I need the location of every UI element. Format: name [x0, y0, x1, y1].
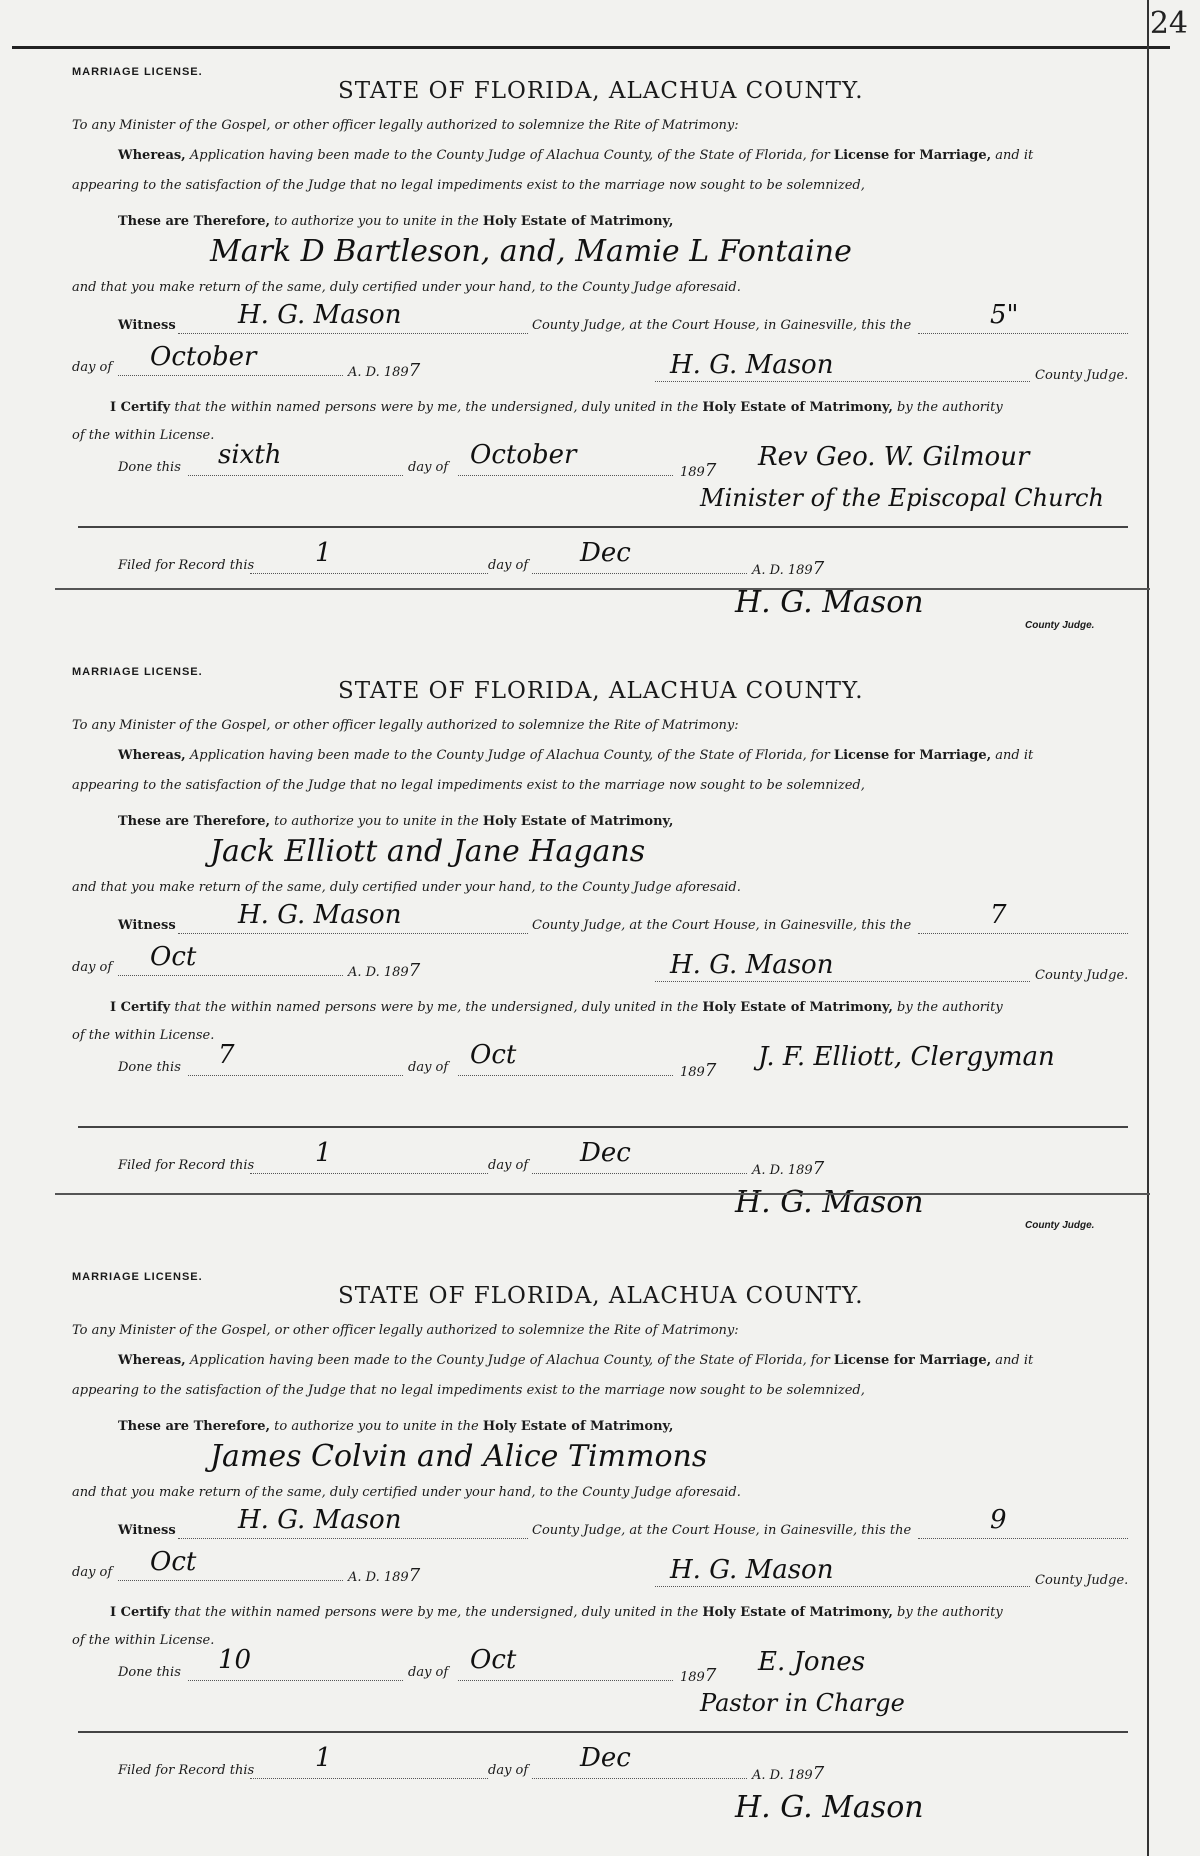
- judge-signature: H. G. Mason: [670, 350, 834, 380]
- witness-line: [178, 932, 528, 934]
- filed-month: Dec: [580, 1743, 631, 1773]
- license-separator: [55, 1193, 1150, 1195]
- these-word: These are Therefore,: [118, 214, 271, 229]
- whereas-word: Whereas,: [118, 1353, 186, 1368]
- certify-line: [110, 1605, 1003, 1620]
- witness-word: [118, 918, 176, 933]
- day-of-label: day of: [72, 1565, 113, 1580]
- certify-holy: Holy Estate of Matrimony,: [702, 1000, 893, 1015]
- ad-year: 7: [408, 360, 421, 381]
- done-year-label: [680, 1060, 716, 1081]
- these-text: to authorize you to unite in the: [274, 214, 479, 229]
- filed-county-judge-label: County Judge.: [1025, 1220, 1095, 1231]
- officiant-title: Minister of the Episcopal Church: [700, 484, 1104, 512]
- issue-day: 7: [990, 900, 1007, 930]
- state-title: STATE OF FLORIDA, ALACHUA COUNTY.: [338, 78, 864, 104]
- filed-year: 7: [812, 1158, 825, 1179]
- filed-ad-text: A. D. 189: [752, 1768, 813, 1783]
- issue-month-line: [118, 1579, 343, 1581]
- issue-month-line: [118, 374, 343, 376]
- filed-day-line: [250, 1777, 488, 1779]
- appearing-line: appearing to the satisfaction of the Judge that no legal impediments exist to the marriage now sought to be solemnized,: [72, 1383, 865, 1398]
- done-year-label: [680, 1665, 716, 1686]
- ad-label: [348, 960, 420, 981]
- ad-text: A. D. 189: [348, 365, 409, 380]
- filed-day-line: [250, 1172, 488, 1174]
- state-title: STATE OF FLORIDA, ALACHUA COUNTY.: [338, 1283, 864, 1309]
- done-year: 7: [704, 1060, 717, 1081]
- license-separator: [55, 588, 1150, 590]
- county-judge-label: County Judge.: [1035, 368, 1129, 383]
- license-for-marriage: License for Marriage,: [833, 1353, 992, 1368]
- certify-line: [110, 1000, 1003, 1015]
- done-day-of-label: day of: [408, 1665, 449, 1680]
- officiant-signature: Rev Geo. W. Gilmour: [758, 442, 1030, 472]
- issue-month: Oct: [150, 1547, 197, 1577]
- done-year-prefix: 189: [680, 1065, 705, 1080]
- issue-day: 9: [990, 1505, 1007, 1535]
- done-day-line: [188, 474, 403, 476]
- certify-line: [110, 400, 1003, 415]
- filed-year: 7: [812, 558, 825, 579]
- inner-rule: [78, 526, 1128, 528]
- court-text: County Judge, at the Court House, in Gainesville, this the: [532, 1523, 912, 1538]
- judge-signature: H. G. Mason: [670, 1555, 834, 1585]
- certify-holy: Holy Estate of Matrimony,: [702, 1605, 893, 1620]
- done-month-line: [458, 1679, 673, 1681]
- whereas-text: Application having been made to the County Judge of Alachua County, of the State of Florida, for: [189, 1353, 830, 1368]
- done-month: Oct: [470, 1645, 517, 1675]
- inner-rule: [78, 1126, 1128, 1128]
- filed-signature: H. G. Mason: [735, 1790, 924, 1825]
- filed-text: Filed for Record this: [118, 558, 255, 573]
- filed-day: 1: [315, 538, 332, 568]
- officiant-signature: J. F. Elliott, Clergyman: [758, 1042, 1055, 1072]
- whereas-end: and it: [995, 748, 1034, 763]
- whereas-word: Whereas,: [118, 148, 186, 163]
- these-word: These are Therefore,: [118, 1419, 271, 1434]
- done-this-label: Done this: [118, 1665, 181, 1680]
- done-month: October: [470, 440, 577, 470]
- witness-signature: H. G. Mason: [238, 300, 402, 330]
- issue-day-line: [918, 932, 1128, 934]
- return-line: and that you make return of the same, duly certified under your hand, to the County Judge aforesaid.: [72, 280, 741, 295]
- certify-holy: Holy Estate of Matrimony,: [702, 400, 893, 415]
- address-line: To any Minister of the Gospel, or other officer legally authorized to solemnize the Rite of Matrimony:: [72, 1323, 739, 1338]
- certify-word: I Certify: [110, 1605, 171, 1620]
- these-text: to authorize you to unite in the: [274, 814, 479, 829]
- done-day-of-label: day of: [408, 460, 449, 475]
- ad-label: [348, 1565, 420, 1586]
- done-year-prefix: 189: [680, 1670, 705, 1685]
- appearing-line: appearing to the satisfaction of the Judge that no legal impediments exist to the marriage now sought to be solemnized,: [72, 778, 865, 793]
- filed-month-line: [532, 1172, 747, 1174]
- filed-day: 1: [315, 1138, 332, 1168]
- done-month-line: [458, 1074, 673, 1076]
- witness-word: [118, 318, 176, 333]
- whereas-word: Whereas,: [118, 748, 186, 763]
- witness-label: Witness: [118, 1523, 176, 1538]
- certify-word: I Certify: [110, 1000, 171, 1015]
- filed-signature: H. G. Mason: [735, 1185, 924, 1220]
- issue-day-line: [918, 1537, 1128, 1539]
- filed-month: Dec: [580, 538, 631, 568]
- officiant-title: Pastor in Charge: [700, 1689, 905, 1717]
- page-number: 24: [1149, 6, 1188, 41]
- done-this-label: Done this: [118, 460, 181, 475]
- witness-signature: H. G. Mason: [238, 1505, 402, 1535]
- filed-ad-text: A. D. 189: [752, 1163, 813, 1178]
- whereas-line: [118, 748, 1033, 763]
- witness-line: [178, 1537, 528, 1539]
- inner-rule: [78, 1731, 1128, 1733]
- address-line: To any Minister of the Gospel, or other officer legally authorized to solemnize the Rite of Matrimony:: [72, 118, 739, 133]
- done-day: sixth: [218, 440, 282, 470]
- issue-day-line: [918, 332, 1128, 334]
- filed-month: Dec: [580, 1138, 631, 1168]
- court-text: County Judge, at the Court House, in Gainesville, this the: [532, 318, 912, 333]
- ad-label: [348, 360, 420, 381]
- done-year-prefix: 189: [680, 465, 705, 480]
- witness-label: Witness: [118, 318, 176, 333]
- done-month: Oct: [470, 1040, 517, 1070]
- judge-signature: H. G. Mason: [670, 950, 834, 980]
- filed-ad-label: [752, 1158, 824, 1179]
- holy-estate: Holy Estate of Matrimony,: [482, 214, 674, 229]
- whereas-text: Application having been made to the County Judge of Alachua County, of the State of Florida, for: [189, 148, 830, 163]
- filed-day-of-label: day of: [488, 1158, 529, 1173]
- filed-day-line: [250, 572, 488, 574]
- return-line: and that you make return of the same, duly certified under your hand, to the County Judge aforesaid.: [72, 880, 741, 895]
- license-for-marriage: License for Marriage,: [833, 148, 992, 163]
- officiant-signature: E. Jones: [758, 1647, 866, 1677]
- done-this-label: Done this: [118, 1060, 181, 1075]
- these-line: [118, 1419, 673, 1434]
- these-text: to authorize you to unite in the: [274, 1419, 479, 1434]
- whereas-line: [118, 1353, 1033, 1368]
- of-within-license: of the within License.: [72, 1633, 215, 1648]
- certify-end: by the authority: [897, 1000, 1003, 1015]
- holy-estate: Holy Estate of Matrimony,: [482, 814, 674, 829]
- license-label: MARRIAGE LICENSE.: [72, 66, 203, 78]
- appearing-line: appearing to the satisfaction of the Judge that no legal impediments exist to the marriage now sought to be solemnized,: [72, 178, 865, 193]
- court-text: County Judge, at the Court House, in Gainesville, this the: [532, 918, 912, 933]
- county-judge-label: County Judge.: [1035, 1573, 1129, 1588]
- parties-handwritten: Mark D Bartleson, and, Mamie L Fontaine: [210, 234, 852, 269]
- done-day-line: [188, 1679, 403, 1681]
- whereas-end: and it: [995, 148, 1034, 163]
- filed-signature: H. G. Mason: [735, 585, 924, 620]
- these-line: [118, 814, 673, 829]
- filed-month-line: [532, 1777, 747, 1779]
- whereas-end: and it: [995, 1353, 1034, 1368]
- license-for-marriage: License for Marriage,: [833, 748, 992, 763]
- judge-signature-line: [655, 1585, 1030, 1587]
- parties-handwritten: James Colvin and Alice Timmons: [210, 1439, 708, 1474]
- state-title: STATE OF FLORIDA, ALACHUA COUNTY.: [338, 678, 864, 704]
- top-rule: [12, 46, 1170, 49]
- county-judge-label: County Judge.: [1035, 968, 1129, 983]
- return-line: and that you make return of the same, duly certified under your hand, to the County Judge aforesaid.: [72, 1485, 741, 1500]
- license-label: MARRIAGE LICENSE.: [72, 666, 203, 678]
- certify-text: that the within named persons were by me, the undersigned, duly united in the: [174, 400, 699, 415]
- witness-word: [118, 1523, 176, 1538]
- witness-line: [178, 332, 528, 334]
- day-of-label: day of: [72, 360, 113, 375]
- filed-day-of-label: day of: [488, 1763, 529, 1778]
- certify-end: by the authority: [897, 400, 1003, 415]
- these-word: These are Therefore,: [118, 814, 271, 829]
- certify-text: that the within named persons were by me, the undersigned, duly united in the: [174, 1000, 699, 1015]
- judge-signature-line: [655, 980, 1030, 982]
- done-day-line: [188, 1074, 403, 1076]
- filed-year: 7: [812, 1763, 825, 1784]
- of-within-license: of the within License.: [72, 1028, 215, 1043]
- ad-text: A. D. 189: [348, 965, 409, 980]
- done-year: 7: [704, 460, 717, 481]
- ad-year: 7: [408, 960, 421, 981]
- done-day: 10: [218, 1645, 252, 1675]
- holy-estate: Holy Estate of Matrimony,: [482, 1419, 674, 1434]
- parties-handwritten: Jack Elliott and Jane Hagans: [210, 834, 646, 869]
- whereas-line: [118, 148, 1033, 163]
- day-of-label: day of: [72, 960, 113, 975]
- filed-day-of-label: day of: [488, 558, 529, 573]
- witness-label: Witness: [118, 918, 176, 933]
- certify-word: I Certify: [110, 400, 171, 415]
- done-day-of-label: day of: [408, 1060, 449, 1075]
- done-year: 7: [704, 1665, 717, 1686]
- ad-year: 7: [408, 1565, 421, 1586]
- these-line: [118, 214, 673, 229]
- filed-ad-label: [752, 558, 824, 579]
- filed-day: 1: [315, 1743, 332, 1773]
- filed-county-judge-label: County Judge.: [1025, 620, 1095, 631]
- issue-day: 5": [990, 300, 1019, 330]
- of-within-license: of the within License.: [72, 428, 215, 443]
- done-day: 7: [218, 1040, 235, 1070]
- license-label: MARRIAGE LICENSE.: [72, 1271, 203, 1283]
- certify-text: that the within named persons were by me, the undersigned, duly united in the: [174, 1605, 699, 1620]
- certify-end: by the authority: [897, 1605, 1003, 1620]
- done-year-label: [680, 460, 716, 481]
- issue-month-line: [118, 974, 343, 976]
- ad-text: A. D. 189: [348, 1570, 409, 1585]
- judge-signature-line: [655, 380, 1030, 382]
- issue-month: October: [150, 342, 257, 372]
- right-margin-rule: [1147, 0, 1149, 1856]
- filed-text: Filed for Record this: [118, 1158, 255, 1173]
- done-month-line: [458, 474, 673, 476]
- witness-signature: H. G. Mason: [238, 900, 402, 930]
- filed-ad-text: A. D. 189: [752, 563, 813, 578]
- whereas-text: Application having been made to the County Judge of Alachua County, of the State of Florida, for: [189, 748, 830, 763]
- issue-month: Oct: [150, 942, 197, 972]
- filed-month-line: [532, 572, 747, 574]
- address-line: To any Minister of the Gospel, or other officer legally authorized to solemnize the Rite of Matrimony:: [72, 718, 739, 733]
- filed-ad-label: [752, 1763, 824, 1784]
- filed-text: Filed for Record this: [118, 1763, 255, 1778]
